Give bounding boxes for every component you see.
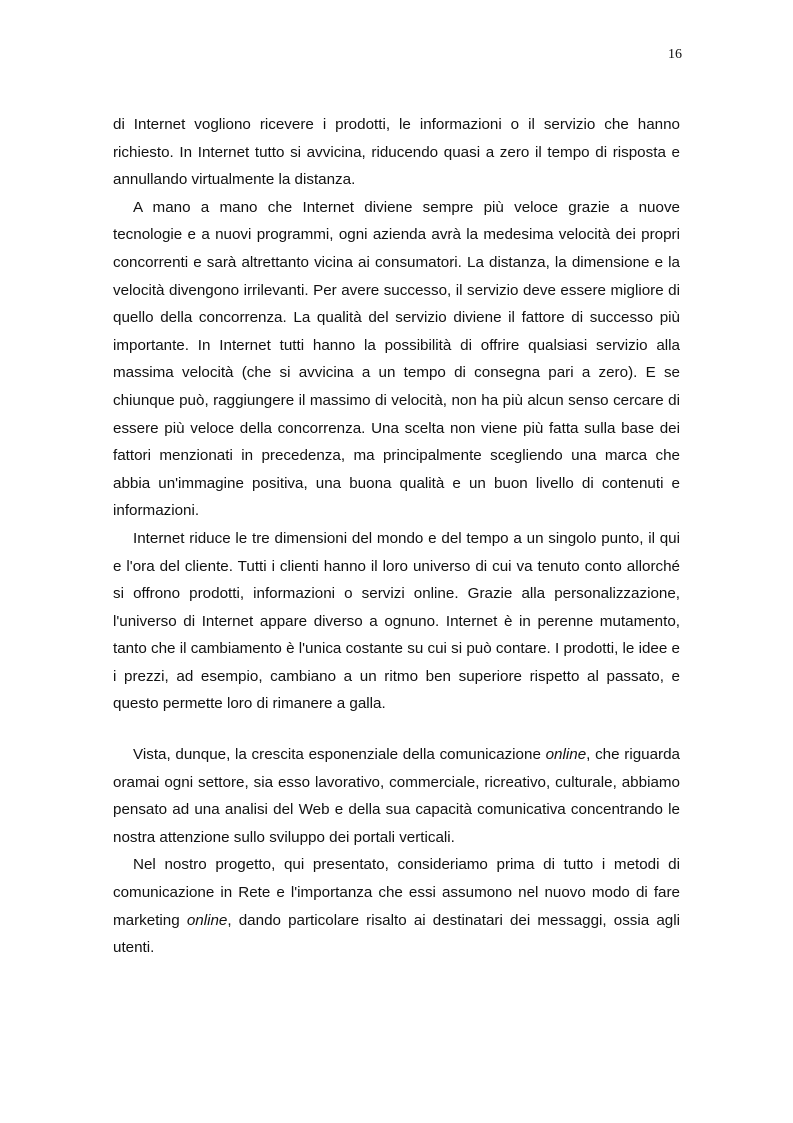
paragraph-5-text-a: Nel nostro progetto, qui presentato, consideriamo prima di tutto i metodi di comunicazione in Rete e l'importanza che essi assumono nel nuovo modo di fare marketing [113, 856, 680, 929]
body-text-lower [113, 741, 680, 962]
paragraph-4-emphasis: online [545, 746, 587, 763]
paragraph-4-text-b: , che riguarda oramai ogni settore, sia esso lavorativo, commerciale, ricreativo, culturale, abbiamo pensato ad una analisi del Web e della sua capacità comunicativa concentrando le nostra attenzione sullo sviluppo dei portali verticali. [113, 746, 680, 846]
page-number: 16 [668, 47, 682, 62]
paragraph-5 [113, 851, 680, 961]
paragraph-5-emphasis: online [186, 911, 228, 929]
body-text-upper [113, 111, 680, 718]
paragraph-3: Internet riduce le tre dimensioni del mondo e del tempo a un singolo punto, il qui e l'ora del cliente. Tutti i clienti hanno il loro universo di cui va tenuto conto allorché si offrono prodotti, informazioni o servizi online. Grazie alla personalizzazione, l'universo di Internet appare diverso a ognuno. Internet è in perenne mutamento, tanto che il cambiamento è l'unica costante su cui si può contare. I prodotti, le idee e i prezzi, ad esempio, cambiano a un ritmo ben superiore rispetto al passato, e questo permette loro di rimanere a galla. [113, 529, 680, 713]
paragraph-1: di Internet vogliono ricevere i prodotti, le informazioni o il servizio che hanno richiesto. In Internet tutto si avvicina, riducendo quasi a zero il tempo di risposta e annullando virtualmente la distanza. [113, 116, 680, 189]
paragraph-5-text-b: , dando particolare risalto ai destinatari dei messaggi, ossia agli utenti. [113, 911, 680, 957]
paragraph-2: A mano a mano che Internet diviene sempre più veloce grazie a nuove tecnologie e a nuovi programmi, ogni azienda avrà la medesima velocità dei propri concorrenti e sarà altrettanto vicina ai consumatori. La distanza, la dimensione e la velocità divengono irrilevanti. Per avere successo, il servizio deve essere migliore di quello della concorrenza. La qualità del servizio diviene il fattore di successo più importante. In Internet tutti hanno la possibilità di offrire qualsiasi servizio alla massima velocità (che si avvicina a un tempo di consegna pari a zero). E se chiunque può, raggiungere il massimo di velocità, non ha più alcun senso cercare di essere più veloce della concorrenza. Una scelta non viene più fatta sulla base dei fattori menzionati in precedenza, ma principalmente scegliendo una marca che abbia un'immagine positiva, una buona qualità e un buon livello di contenuti e informazioni. [113, 198, 680, 520]
paragraph-4-text-a: Vista, dunque, la crescita esponenziale della comunicazione [133, 746, 546, 763]
paragraph-4 [113, 741, 680, 851]
